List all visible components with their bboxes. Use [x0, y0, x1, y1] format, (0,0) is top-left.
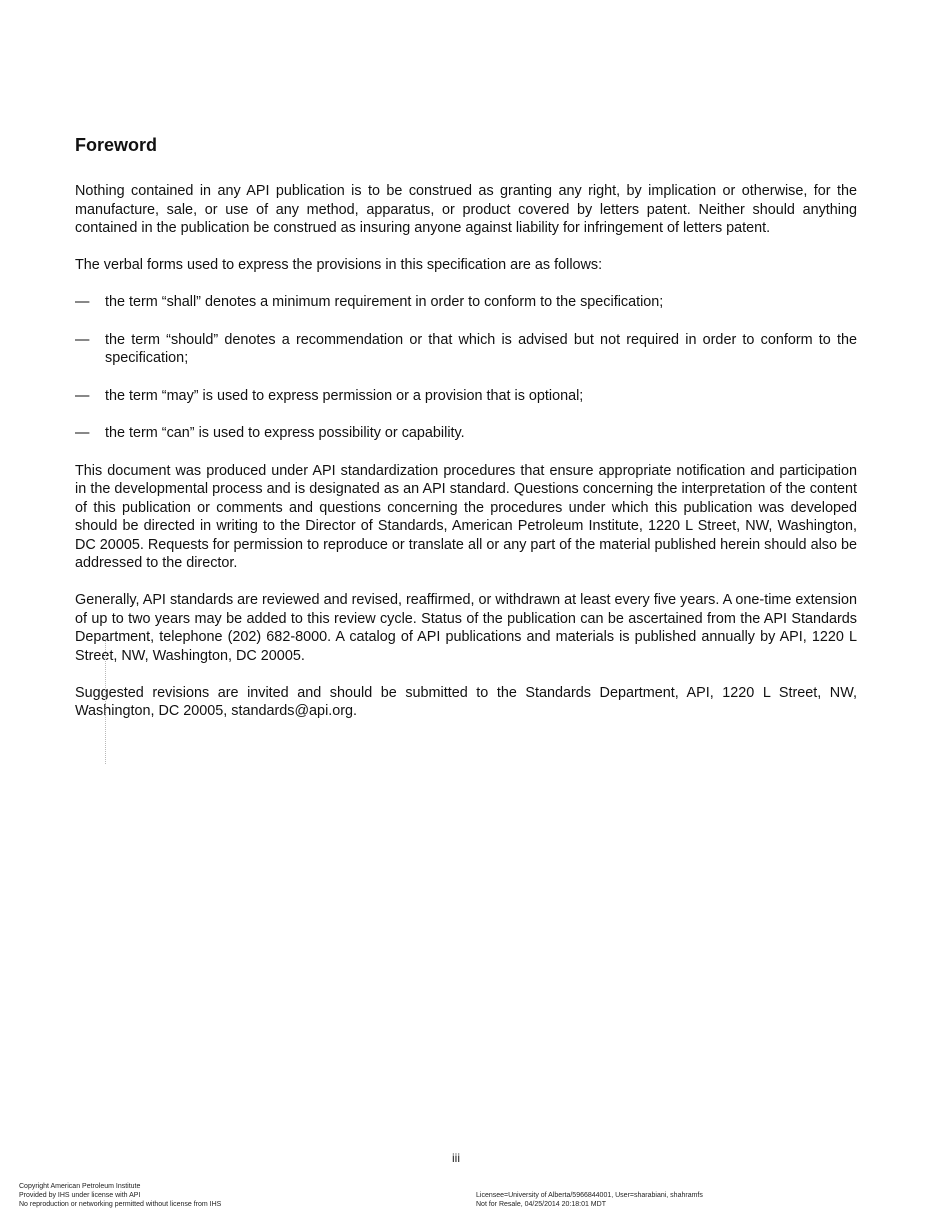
list-dash: — — [75, 331, 90, 348]
footer-line: Provided by IHS under license with API — [19, 1192, 141, 1200]
page-number: iii — [452, 1151, 460, 1165]
page-title: Foreword — [75, 135, 158, 155]
footer-line: Licensee=University of Alberta/5966844001, User=sharabiani, shahramfs — [476, 1192, 703, 1199]
verbal-forms-list — [75, 293, 857, 443]
list-dash: — — [75, 387, 90, 404]
list-item-text: the term “may” is used to express permission or a provision that is optional; — [105, 387, 584, 404]
paragraph-patent-disclaimer: Nothing contained in any API publication is to be construed as granting any right, by implication or otherwise, for the manufacture, sale, or use of any method, apparatus, or product covered by letters patent. Neither should anything contained in the publication be construed as insuring anyone against liability for infringement of letters patent. — [75, 183, 857, 236]
list-dash: — — [75, 294, 90, 310]
list-item-text: the term “shall” denotes a minimum requirement in order to conform to the specification; — [105, 294, 664, 310]
footer-line: No reproduction or networking permitted without license from IHS — [19, 1201, 222, 1209]
paragraph-verbal-forms-intro: The verbal forms used to express the provisions in this specification are as follows: — [75, 257, 603, 273]
document-body — [75, 134, 857, 739]
list-dash: — — [75, 425, 90, 441]
footer-copyright — [19, 1182, 221, 1210]
footer-line: Not for Resale, 04/25/2014 20:18:01 MDT — [476, 1201, 606, 1209]
paragraph-standardization: This document was produced under API standardization procedures that ensure appropriate notification and participation in the developmental process and is designated as an API standard. Questions concerning the interpretation of the content of this publication or comments and questions concerning the procedures under which this publication was developed should be directed in writing to the Director of Standards, American Petroleum Institute, 1220 L Street, NW, Washington, DC 20005. Requests for permission to reproduce or translate all or any part of the material published herein should also be addressed to the director. — [75, 462, 857, 571]
dotted-margin-mark — [105, 636, 106, 764]
list-item — [75, 424, 857, 443]
list-item-text: the term “can” is used to express possibility or capability. — [105, 425, 465, 441]
footer-licensee — [476, 1191, 703, 1209]
paragraph-review-cycle: Generally, API standards are reviewed and revised, reaffirmed, or withdrawn at least every five years. A one-time extension of up to two years may be added to this review cycle. Status of the publication can be ascertained from the API Standards Department, telephone (202) 682-8000. A catalog of API publications and materials is published annually by API, 1220 L Street, NW, Washington, DC 20005. — [75, 592, 857, 664]
list-item — [75, 331, 857, 368]
list-item-text: the term “should” denotes a recommendation or that which is advised but not required in order to conform to the specification; — [105, 331, 857, 366]
list-item — [75, 387, 857, 406]
footer-line: Copyright American Petroleum Institute — [19, 1183, 141, 1190]
paragraph-suggested-revisions: Suggested revisions are invited and should be submitted to the Standards Department, API, 1220 L Street, NW, Washington, DC 20005, standards@api.org. — [75, 684, 857, 719]
list-item — [75, 293, 857, 312]
